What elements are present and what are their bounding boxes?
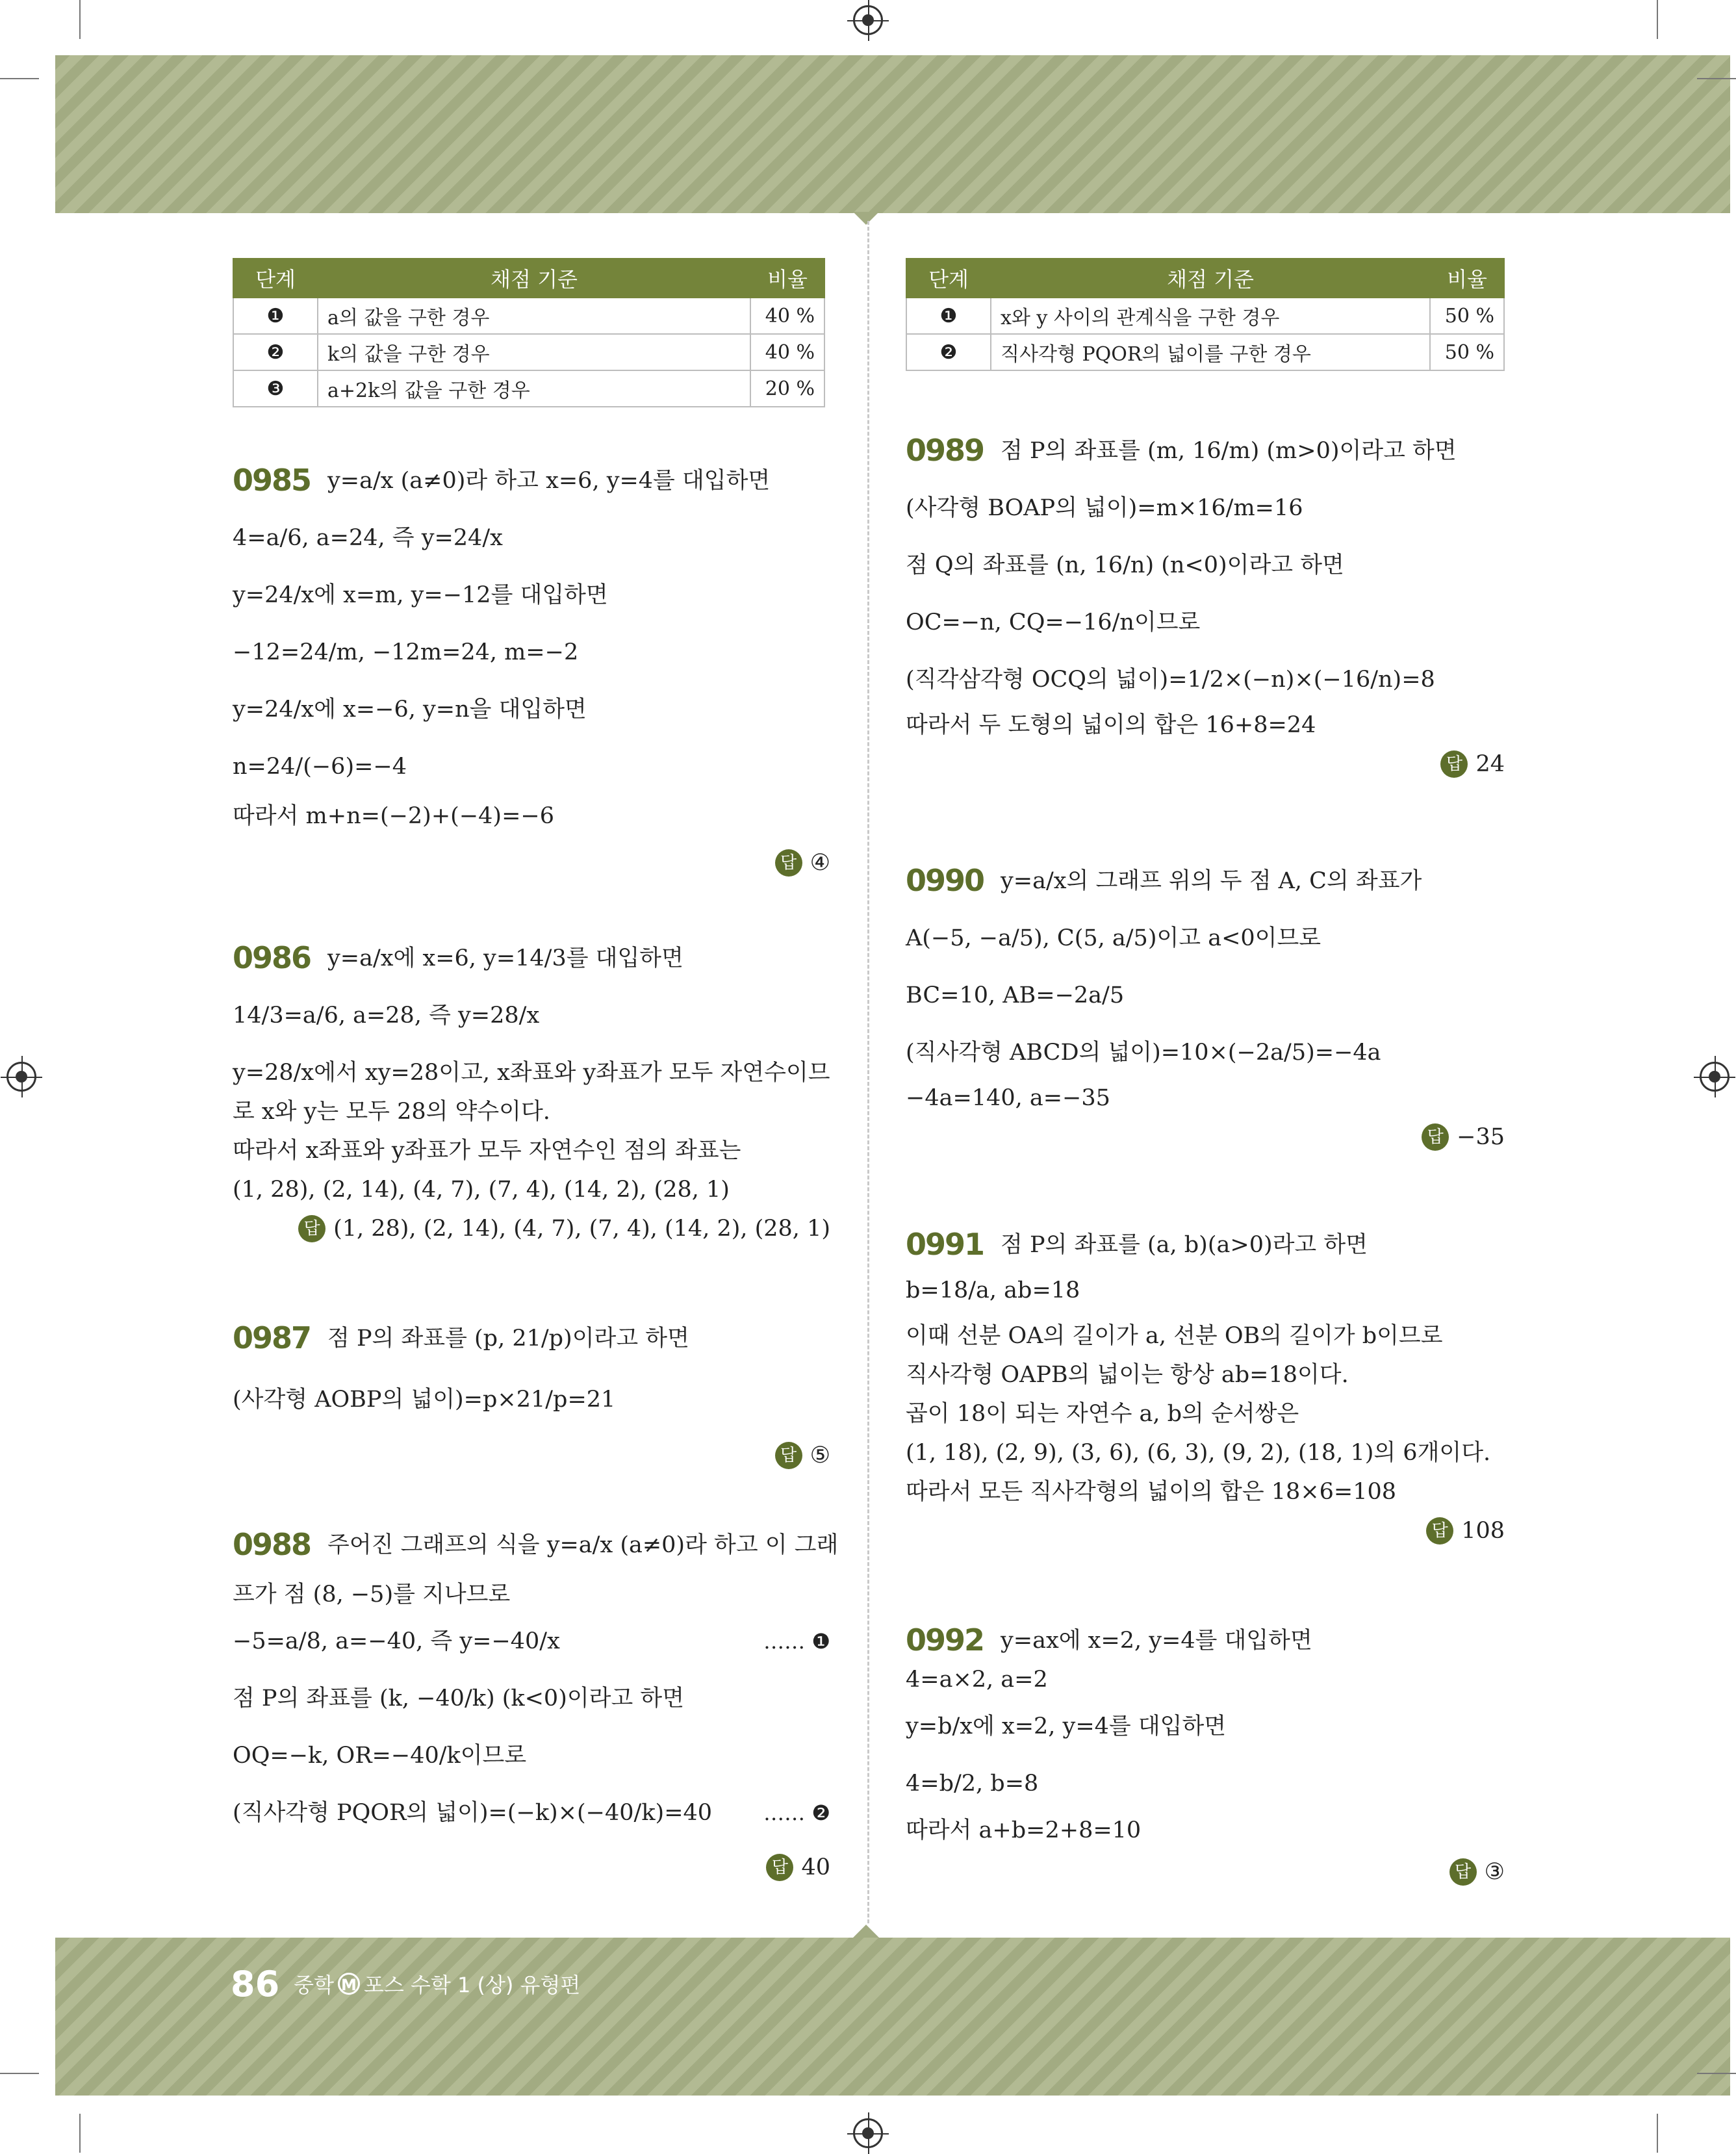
page-number: 86 — [231, 1963, 280, 2005]
problem-0986 — [233, 939, 830, 1248]
footer-notch — [853, 1925, 879, 1938]
page-footer — [231, 1961, 580, 2007]
header-band — [55, 55, 1730, 213]
solution-line: 4=a/6, a=24, 즉 y=24/x — [233, 525, 503, 551]
step-marker: …… ❷ — [763, 1800, 830, 1825]
answer-badge: 답 — [766, 1854, 793, 1881]
step-marker: …… ❶ — [763, 1628, 830, 1654]
answer: 답 ⑤ — [233, 1436, 830, 1475]
solution-line: 따라서 a+b=2+8=10 — [906, 1817, 1142, 1843]
answer-badge: 답 — [775, 1442, 802, 1469]
answer-badge: 답 — [298, 1215, 326, 1242]
solution-line: 0987 점 P의 좌표를 (p, 21/p)이라고 하면 — [233, 1320, 689, 1356]
solution-line: 따라서 두 도형의 넓이의 합은 16+8=24 — [906, 712, 1316, 738]
registration-mark-icon — [853, 2118, 883, 2148]
solution-line: 따라서 x좌표와 y좌표가 모두 자연수인 점의 좌표는 — [233, 1138, 741, 1164]
solution-line: y=b/x에 x=2, y=4를 대입하면 — [906, 1713, 1227, 1739]
solution-line: A(−5, −a/5), C(5, a/5)이고 a<0이므로 — [906, 925, 1321, 951]
answer: 답 24 — [906, 745, 1505, 784]
solution-line: 0988 주어진 그래프의 식을 y=a/x (a≠0)라 하고 이 그래 — [233, 1527, 839, 1563]
solution-line: 곱이 18이 되는 자연수 a, b의 순서쌍은 — [906, 1401, 1299, 1427]
problem-0991 — [906, 1225, 1505, 1550]
solution-line: BC=10, AB=−2a/5 — [906, 982, 1125, 1008]
crop-mark — [0, 78, 39, 79]
answer-badge: 답 — [1440, 750, 1468, 778]
answer: 답 ④ — [233, 843, 830, 882]
solution-line: 이때 선분 OA의 길이가 a, 선분 OB의 길이가 b이므로 — [906, 1323, 1443, 1349]
m-logo-icon: M — [338, 1973, 360, 1995]
solution-line: OC=−n, CQ=−16/n이므로 — [906, 609, 1201, 635]
crop-mark — [1657, 0, 1658, 39]
solution-line: 14/3=a/6, a=28, 즉 y=28/x — [233, 1003, 540, 1029]
table-row: ❶ a의 값을 구한 경우 40 % — [233, 298, 824, 334]
problem-number: 0988 — [233, 1527, 311, 1563]
crop-mark — [0, 2073, 39, 2074]
problem-number: 0989 — [906, 433, 984, 468]
solution-line: 0989 점 P의 좌표를 (m, 16/m) (m>0)이라고 하면 — [906, 433, 1457, 468]
solution-line: 프가 점 (8, −5)를 지나므로 — [233, 1582, 511, 1608]
solution-line: −12=24/m, −12m=24, m=−2 — [233, 639, 579, 665]
scoring-table-right: 단계 채점 기준 비율 ❶ x와 y 사이의 관계식을 구한 경우 50 % ❷ 직사각형 PQOR의 넓이를 구한 경우 50 % — [906, 258, 1505, 371]
solution-line: (직사각형 PQOR의 넓이)=(−k)×(−40/k)=40 …… ❷ — [233, 1800, 830, 1826]
solution-line: n=24/(−6)=−4 — [233, 754, 407, 780]
problem-0989 — [906, 431, 1505, 784]
crop-mark — [79, 0, 81, 39]
solution-line: y=24/x에 x=−6, y=n을 대입하면 — [233, 697, 587, 723]
solution-line: 0991 점 P의 좌표를 (a, b)(a>0)라고 하면 — [906, 1227, 1368, 1263]
solution-line: 로 x와 y는 모두 28의 약수이다. — [233, 1099, 550, 1125]
problem-number: 0990 — [906, 863, 984, 899]
problem-number: 0991 — [906, 1227, 984, 1263]
table-row: ❸ a+2k의 값을 구한 경우 20 % — [233, 370, 824, 407]
solution-line: 따라서 모든 직사각형의 넓이의 합은 18×6=108 — [906, 1479, 1397, 1505]
table-row: ❷ k의 값을 구한 경우 40 % — [233, 334, 824, 370]
problem-0992 — [906, 1621, 1505, 1891]
problem-0985 — [233, 461, 830, 882]
column-divider — [867, 221, 869, 1923]
registration-mark-icon — [6, 1062, 36, 1092]
answer: 답 −35 — [906, 1118, 1505, 1157]
solution-line: (1, 28), (2, 14), (4, 7), (7, 4), (14, 2), (28, 1) — [233, 1177, 730, 1203]
problem-number: 0986 — [233, 940, 311, 976]
solution-line: 따라서 m+n=(−2)+(−4)=−6 — [233, 803, 554, 829]
solution-line: 4=a×2, a=2 — [906, 1667, 1048, 1693]
problem-number: 0985 — [233, 463, 311, 498]
solution-line: 0992 y=ax에 x=2, y=4를 대입하면 — [906, 1622, 1312, 1658]
answer: 답 (1, 28), (2, 14), (4, 7), (7, 4), (14, 2), (28, 1) — [233, 1209, 830, 1248]
answer-badge: 답 — [1449, 1858, 1477, 1886]
crop-mark — [1657, 2114, 1658, 2153]
table-row: ❷ 직사각형 PQOR의 넓이를 구한 경우 50 % — [906, 334, 1504, 370]
solution-line: (사각형 AOBP의 넓이)=p×21/p=21 — [233, 1387, 616, 1413]
solution-line: b=18/a, ab=18 — [906, 1277, 1080, 1303]
problem-number: 0992 — [906, 1622, 984, 1658]
solution-line: (직각삼각형 OCQ의 넓이)=1/2×(−n)×(−16/n)=8 — [906, 667, 1435, 693]
solution-line: 0985 y=a/x (a≠0)라 하고 x=6, y=4를 대입하면 — [233, 463, 771, 498]
registration-mark-icon — [1700, 1062, 1730, 1092]
answer: 답 ③ — [906, 1853, 1505, 1891]
solution-line: 0986 y=a/x에 x=6, y=14/3를 대입하면 — [233, 940, 683, 976]
solution-line: y=24/x에 x=m, y=−12를 대입하면 — [233, 582, 608, 608]
solution-line: 4=b/2, b=8 — [906, 1771, 1039, 1797]
problem-0988 — [233, 1526, 839, 1887]
problem-number: 0987 — [233, 1320, 311, 1356]
crop-mark — [1697, 2073, 1736, 2074]
crop-mark — [1697, 78, 1736, 79]
crop-mark — [79, 2114, 81, 2153]
scoring-table-left: 단계 채점 기준 비율 ❶ a의 값을 구한 경우 40 % ❷ k의 값을 구한 경우 40 % ❸ a+2k의 값을 구한 경우 20 % — [233, 258, 825, 407]
answer: 답 108 — [906, 1511, 1505, 1550]
solution-line: OQ=−k, OR=−40/k이므로 — [233, 1743, 527, 1769]
solution-line: (직사각형 ABCD의 넓이)=10×(−2a/5)=−4a — [906, 1040, 1381, 1066]
solution-line: (사각형 BOAP의 넓이)=m×16/m=16 — [906, 495, 1303, 521]
solution-line: 점 P의 좌표를 (k, −40/k) (k<0)이라고 하면 — [233, 1686, 685, 1712]
solution-line: 0990 y=a/x의 그래프 위의 두 점 A, C의 좌표가 — [906, 863, 1422, 899]
solution-line: (1, 18), (2, 9), (3, 6), (6, 3), (9, 2), (18, 1)의 6개이다. — [906, 1440, 1491, 1466]
solution-line: −5=a/8, a=−40, 즉 y=−40/x …… ❶ — [233, 1628, 830, 1654]
table-row: ❶ x와 y 사이의 관계식을 구한 경우 50 % — [906, 298, 1504, 334]
solution-line: −4a=140, a=−35 — [906, 1085, 1110, 1111]
answer: 답 40 — [233, 1848, 830, 1887]
header-notch — [853, 212, 879, 225]
problem-0987 — [233, 1319, 830, 1475]
answer-badge: 답 — [775, 849, 802, 877]
solution-line: 점 Q의 좌표를 (n, 16/n) (n<0)이라고 하면 — [906, 552, 1344, 578]
solution-line: y=28/x에서 xy=28이고, x좌표와 y좌표가 모두 자연수이므 — [233, 1060, 830, 1086]
registration-mark-icon — [853, 5, 883, 35]
problem-0990 — [906, 862, 1505, 1157]
answer-badge: 답 — [1426, 1517, 1453, 1545]
book-title: 중학 M 포스 수학 1 (상) 유형편 — [294, 1973, 581, 1997]
answer-badge: 답 — [1422, 1123, 1449, 1151]
solution-line: 직사각형 OAPB의 넓이는 항상 ab=18이다. — [906, 1362, 1349, 1388]
